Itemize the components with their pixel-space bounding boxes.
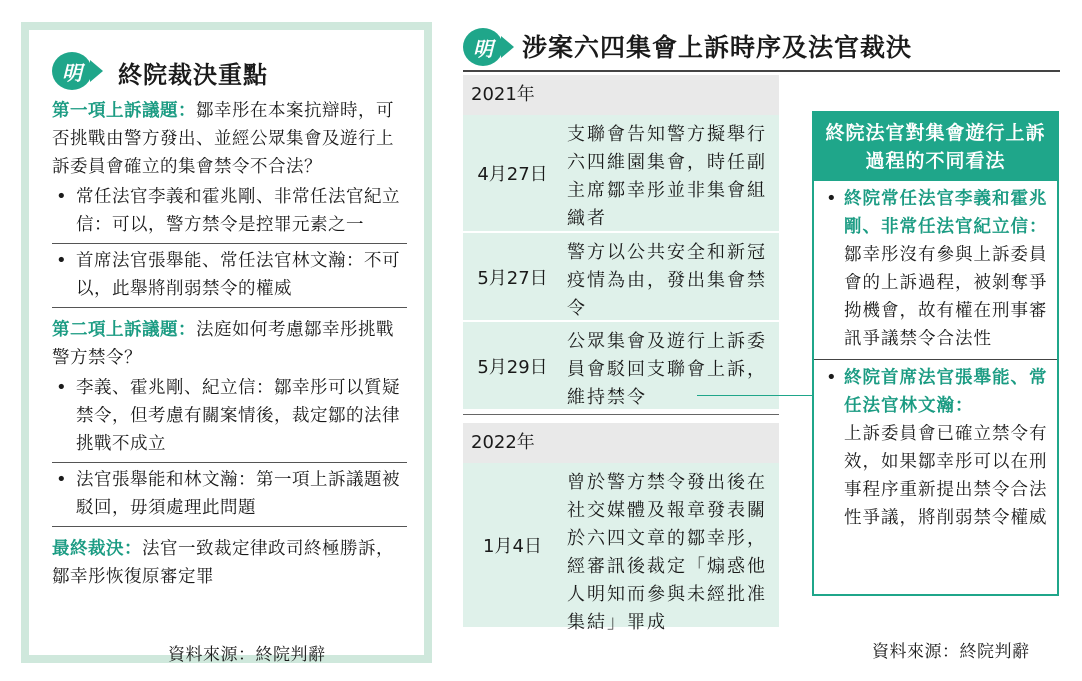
verdict-heading: 最終裁決： [52, 539, 142, 559]
issue1-bullet: • 首席法官張舉能、常任法官林文瀚：不可以，此舉將削弱禁令的權威 [52, 247, 407, 308]
issue1-paragraph [52, 97, 407, 183]
timeline-row [463, 115, 779, 231]
issue2-paragraph [52, 316, 407, 374]
opinion-judges: • 終院常任法官李義和霍兆剛、非常任法官紀立信： [844, 189, 1048, 237]
issue1-text: 鄒幸彤在本案抗辯時，可否挑戰由警方發出、並經公眾集會及遊行上訴委員會確立的集會禁令不合法？ [52, 101, 394, 177]
opinion-judges: • 終院首席法官張舉能、常任法官林文瀚： [844, 368, 1048, 416]
timeline-text: 公眾集會及遊行上訴委員會駁回支聯會上訴，維持禁令 [567, 331, 767, 408]
key-points-title: 終院裁決重點 [118, 61, 268, 89]
issue2-text: 法庭如何考慮鄒幸彤挑戰警方禁令？ [52, 320, 394, 368]
opinion-text: 鄒幸彤沒有參與上訴委員會的上訴過程，被剝奪爭拗機會，故有權在刑事審訊爭議禁令合法性 [844, 245, 1048, 349]
judges-opinion-box [812, 111, 1059, 596]
timeline-date: 4月27日 [477, 164, 548, 185]
opinion-heading: 終院法官對集會遊行上訴過程的不同看法 [814, 113, 1057, 181]
opinion-item [814, 360, 1057, 538]
right-source-note: 資料來源：終院判辭 [872, 642, 1030, 662]
issue1-bullet: • 常任法官李義和霍兆剛、非常任法官紀立信：可以，警方禁令是控罪元素之一 [52, 183, 407, 244]
timeline-date: 5月29日 [477, 356, 548, 378]
year-label-2022: 2022年 [463, 423, 779, 463]
title-divider [463, 70, 1060, 72]
opinion-text: 上訴委員會已確立禁令有效，如果鄒幸彤可以在刑事程序重新提出禁令合法性爭議，將削弱禁令權威 [844, 424, 1048, 528]
issue2-bullet: • 法官張舉能和林文瀚：第一項上訴議題被駁回，毋須處理此問題 [52, 466, 407, 527]
opinion-item [814, 181, 1057, 360]
verdict-paragraph [52, 535, 407, 593]
left-source-note: 資料來源：終院判辭 [168, 645, 326, 665]
timeline-date: 5月27日 [477, 267, 548, 289]
issue2-heading: 第二項上訴議題： [52, 320, 196, 340]
connector-line [697, 395, 812, 396]
year-label-2021: 2021年 [463, 75, 779, 115]
verdict-text: 法官一致裁定律政司終極勝訴，鄒幸彤恢復原審定罪 [52, 539, 394, 587]
key-points-content [52, 97, 407, 593]
ming-pao-logo: 明 [52, 52, 103, 90]
issue1-heading: 第一項上訴議題： [52, 101, 196, 121]
timeline-title: 涉案六四集會上訴時序及法官裁決 [522, 33, 913, 62]
timeline-row [463, 463, 779, 633]
issue2-bullet: • 李義、霍兆剛、紀立信：鄒幸彤可以質疑禁令，但考慮有關案情後，裁定鄒的法律挑戰不成立 [52, 374, 407, 463]
timeline-row [463, 233, 779, 320]
timeline-date: 1月4日 [483, 536, 542, 557]
section-divider [463, 414, 779, 415]
timeline-text: 支聯會告知警方擬舉行六四維園集會，時任副主席鄒幸彤並非集會組織者 [567, 124, 767, 229]
timeline-text: 警方以公共安全和新冠疫情為由，發出集會禁令 [567, 242, 767, 319]
ming-pao-logo: 明 [463, 28, 514, 66]
timeline-text: 曾於警方禁令發出後在社交媒體及報章發表關於六四文章的鄒幸彤，經審訊後裁定「煽惑他人明知而參與未經批准集結」罪成 [567, 472, 767, 633]
